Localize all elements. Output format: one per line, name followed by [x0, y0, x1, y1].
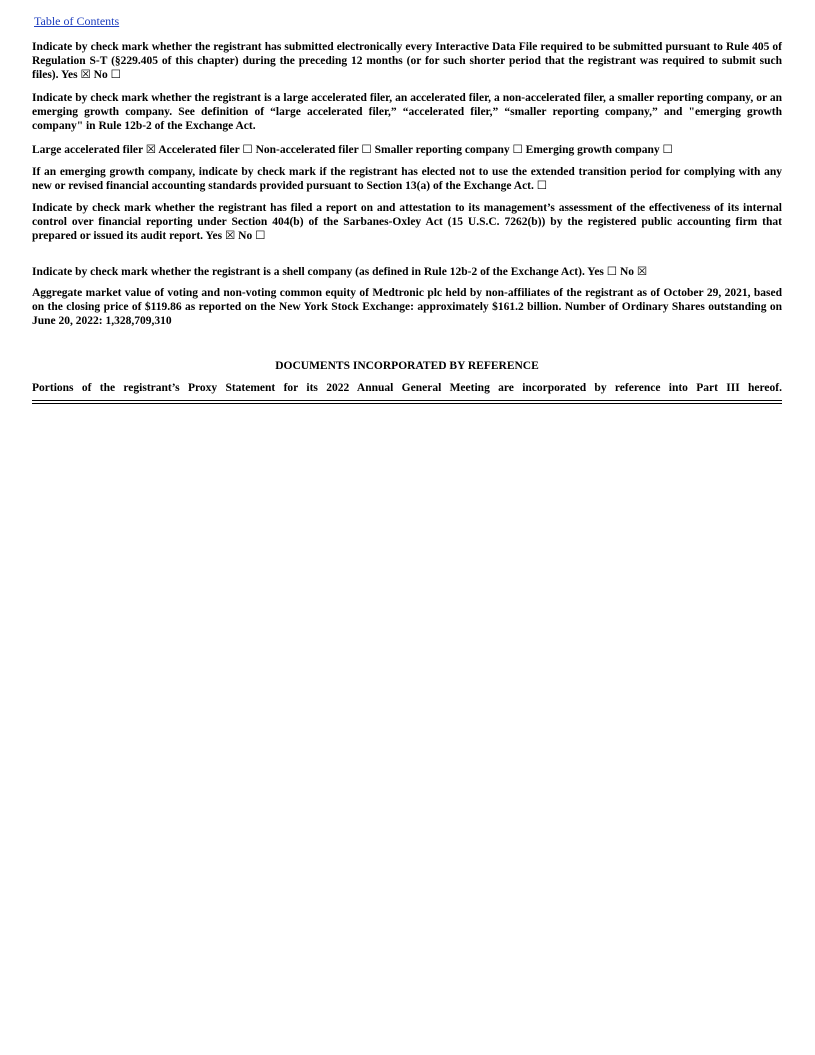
aggregate-market-value-paragraph — [32, 286, 782, 328]
auditor-attestation-yes-checkbox: ☒ — [224, 230, 236, 242]
filer-option-accelerated: Accelerated filer ☐ — [158, 144, 253, 156]
interactive-data-no-label: No — [93, 69, 108, 81]
aggregate-market-value-text: Aggregate market value of voting and non-voting common equity of Medtronic plc held by non-affiliates of the registrant as of October 29, 2021, based on the closing price of $119.86 as reported on the New York Stock Exchange: approximately $161.2 billion. Number of Ordinary Shares outstanding on June 20, 2022: 1,328,709,310 — [32, 287, 782, 327]
table-of-contents-link[interactable]: Table of Contents — [34, 14, 120, 28]
shell-company-yes-label: Yes — [587, 266, 604, 278]
interactive-data-paragraph — [32, 40, 782, 82]
filer-option-large-accelerated: Large accelerated filer ☒ — [32, 144, 157, 156]
emerging-growth-text: If an emerging growth company, indicate by check mark if the registrant has elected not to use the extended transition period for complying with any new or revised financial accounting standards provided pursuant to Section 13(a) of the Exchange Act. — [32, 166, 782, 192]
double-rule-top — [32, 400, 782, 401]
filer-status-line — [32, 143, 782, 157]
shell-company-no-checkbox: ☒ — [636, 266, 648, 278]
interactive-data-text: Indicate by check mark whether the registrant has submitted electronically every Interactive Data File required to be submitted pursuant to Rule 405 of Regulation S-T (§229.405 of this chapter) during the preceding 12 months (or for such shorter period that the registrant was required to submit such files). — [32, 41, 782, 81]
large-accelerated-checkbox: ☒ — [145, 144, 157, 156]
shell-company-no-label: No — [619, 266, 635, 278]
shell-company-text: Indicate by check mark whether the registrant is a shell company (as defined in Rule 12b-2 of the Exchange Act). — [32, 266, 585, 278]
non-accelerated-checkbox: ☐ — [361, 144, 372, 156]
auditor-attestation-no-label: No — [238, 230, 253, 242]
interactive-data-yes-checkbox: ☒ — [80, 69, 91, 81]
filer-option-smaller-reporting: Smaller reporting company ☐ — [374, 144, 523, 156]
emerging-growth-transition-checkbox: ☐ — [536, 180, 548, 192]
filer-definition-text: Indicate by check mark whether the registrant is a large accelerated filer, an accelerated filer, a non-accelerated filer, a smaller reporting company, or an emerging growth company. See definition of “large accelerated filer,” “accelerated filer,” “smaller reporting company,” and "emerging growth company" in Rule 12b-2 of the Exchange Act. — [32, 92, 782, 132]
smaller-reporting-checkbox: ☐ — [512, 144, 523, 156]
auditor-attestation-text: Indicate by check mark whether the registrant has filed a report on and attestation to its management’s assessment of the effectiveness of its internal control over financial reporting under Section 404(b) of the Sarbanes-Oxley Act (15 U.S.C. 7262(b)) by the registered public accounting firm that prepared or issued its audit report. — [32, 202, 782, 242]
auditor-attestation-yes-label: Yes — [205, 230, 223, 242]
emerging-growth-paragraph — [32, 165, 782, 193]
double-rule-bottom — [32, 403, 782, 404]
auditor-attestation-paragraph — [32, 201, 782, 243]
documents-incorporated-heading: DOCUMENTS INCORPORATED BY REFERENCE — [275, 360, 539, 372]
filer-option-non-accelerated: Non-accelerated filer ☐ — [255, 144, 372, 156]
shell-company-yes-checkbox: ☐ — [606, 266, 618, 278]
auditor-attestation-no-checkbox: ☐ — [255, 230, 266, 242]
emerging-growth-checkbox: ☐ — [662, 144, 673, 156]
accelerated-checkbox: ☐ — [242, 144, 253, 156]
shell-company-paragraph — [32, 265, 782, 279]
filer-option-emerging-growth: Emerging growth company ☐ — [525, 144, 673, 156]
interactive-data-yes-label: Yes — [60, 69, 78, 81]
filer-definition-paragraph — [32, 91, 782, 133]
interactive-data-no-checkbox: ☐ — [110, 69, 121, 81]
documents-incorporated-text: Portions of the registrant’s Proxy Statement for its 2022 Annual General Meeting are incorporated by reference into Part III hereof. — [32, 382, 782, 394]
